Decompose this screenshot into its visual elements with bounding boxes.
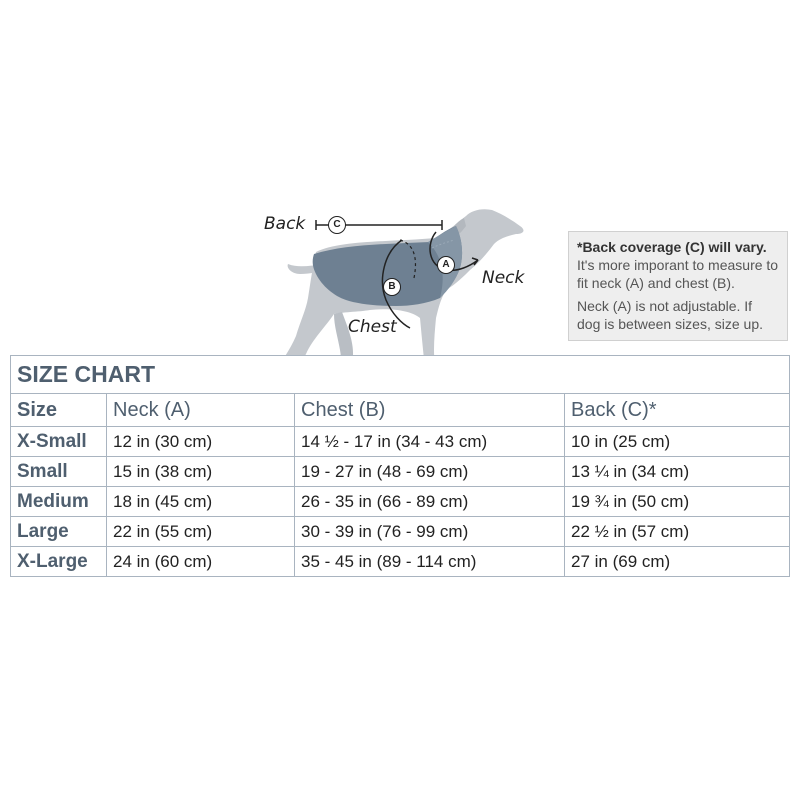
- marker-b-icon: B: [383, 278, 401, 296]
- chest-cell: 35 - 45 in (89 - 114 cm): [295, 547, 565, 577]
- table-row: [11, 427, 790, 457]
- neck-cell: 15 in (38 cm): [107, 457, 295, 487]
- size-cell: X-Small: [11, 427, 107, 457]
- neck-cell: 24 in (60 cm): [107, 547, 295, 577]
- table-row: [11, 517, 790, 547]
- chest-cell: 14 ½ - 17 in (34 - 43 cm): [295, 427, 565, 457]
- size-cell: X-Large: [11, 547, 107, 577]
- neck-label: Neck: [482, 268, 525, 288]
- back-cell: 19 ¾ in (50 cm): [565, 487, 790, 517]
- header-back: Back (C)*: [565, 394, 790, 427]
- chest-cell: 19 - 27 in (48 - 69 cm): [295, 457, 565, 487]
- neck-cell: 18 in (45 cm): [107, 487, 295, 517]
- table-title-row: [11, 356, 790, 394]
- size-chart-table: [10, 355, 790, 577]
- table-title: SIZE CHART: [11, 356, 790, 394]
- table-row: [11, 487, 790, 517]
- chest-cell: 30 - 39 in (76 - 99 cm): [295, 517, 565, 547]
- back-cell: 27 in (69 cm): [565, 547, 790, 577]
- back-cell: 10 in (25 cm): [565, 427, 790, 457]
- size-cell: Medium: [11, 487, 107, 517]
- note-line-measure: It's more imporant to measure to fit neck (A) and chest (B).: [577, 257, 779, 291]
- neck-cell: 12 in (30 cm): [107, 427, 295, 457]
- note-line-neck: Neck (A) is not adjustable. If dog is between sizes, size up.: [577, 298, 763, 332]
- back-cell: 13 ¼ in (34 cm): [565, 457, 790, 487]
- chest-label: Chest: [348, 317, 397, 337]
- marker-c-icon: C: [328, 216, 346, 234]
- marker-a-icon: A: [437, 256, 455, 274]
- chest-cell: 26 - 35 in (66 - 89 cm): [295, 487, 565, 517]
- note-heading: *Back coverage (C) will vary.: [577, 239, 767, 255]
- neck-cell: 22 in (55 cm): [107, 517, 295, 547]
- table-row: [11, 457, 790, 487]
- header-chest: Chest (B): [295, 394, 565, 427]
- header-size: Size: [11, 394, 107, 427]
- header-neck: Neck (A): [107, 394, 295, 427]
- back-cell: 22 ½ in (57 cm): [565, 517, 790, 547]
- back-label: Back: [264, 214, 306, 234]
- size-cell: Large: [11, 517, 107, 547]
- table-row: [11, 547, 790, 577]
- sizing-note: [568, 231, 788, 341]
- table-header-row: [11, 394, 790, 427]
- size-cell: Small: [11, 457, 107, 487]
